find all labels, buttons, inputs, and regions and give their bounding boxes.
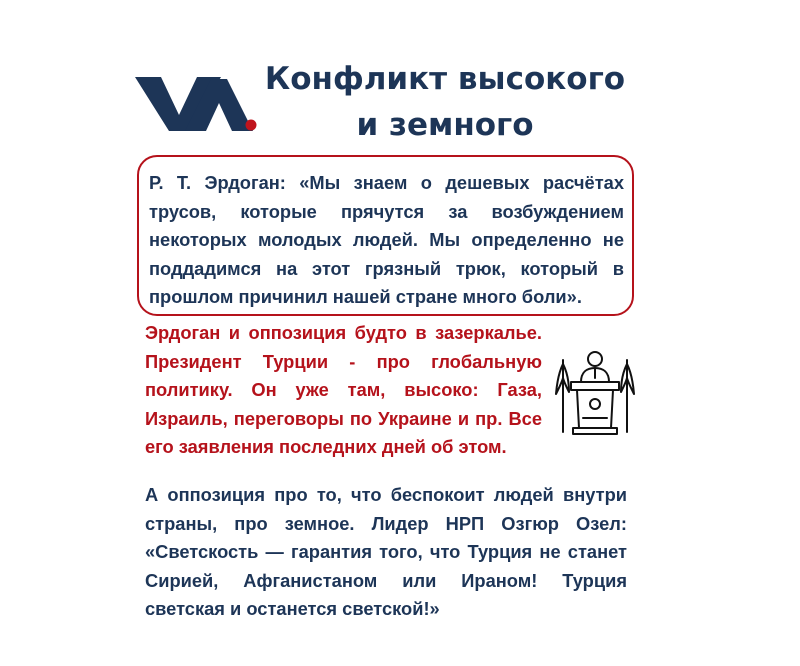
blue-paragraph: А оппозиция про то, что беспокоит людей внутри страны, про земное. Лидер НРП Озгюр Озел: «Светскость — гарантия того, что Турция не станет Сирией, Афганистаном или Ираном! Турция светская и останется светской!»	[145, 484, 627, 619]
erdogan-quote-box	[137, 155, 634, 316]
erdogan-quote-text: Р. Т. Эрдоган: «Мы знаем о дешевых расчётах трусов, которые прячутся за возбуждением некоторых молодых людей. Мы определенно не поддадимся на этот грязный трюк, который в прошлом причинил нашей стране много боли».	[149, 172, 624, 307]
page-title: Конфликт высокого и земного	[264, 61, 626, 143]
red-paragraph: Эрдоган и оппозиция будто в зазеркалье. Президент Турции - про глобальную политику. Он уже там, высоко: Газа, Израиль, переговоры по Украине и пр. Все его заявления последних дней об этом.	[145, 322, 542, 457]
podium-speaker-icon	[553, 348, 637, 436]
va-logo-icon	[135, 65, 260, 135]
